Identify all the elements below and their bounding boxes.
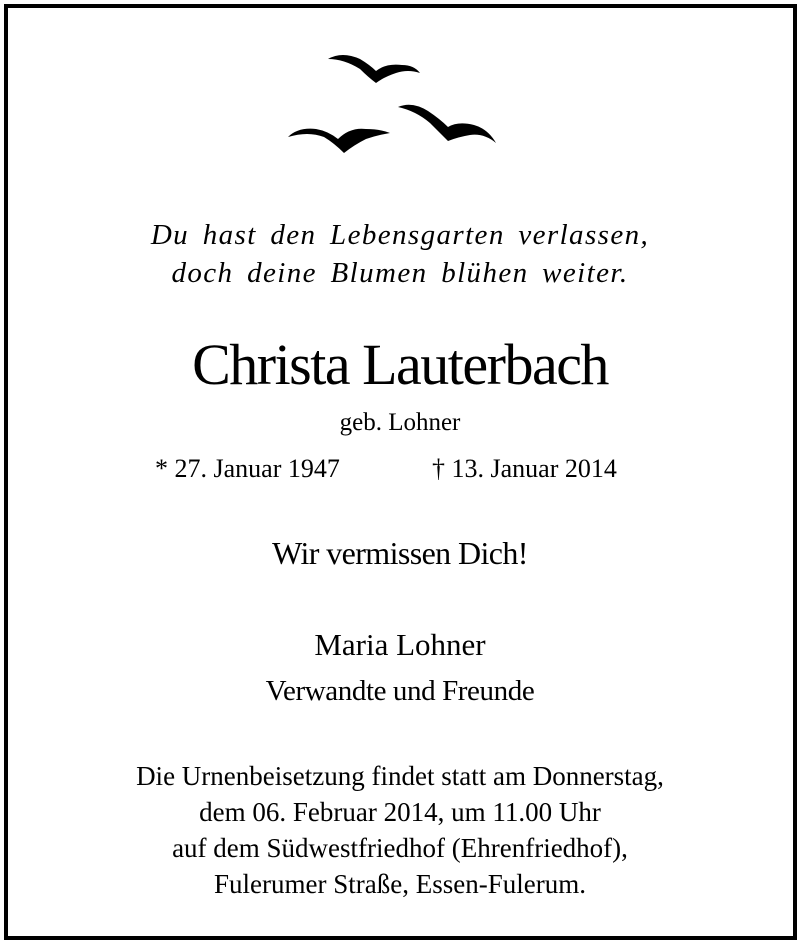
verse-line-1: Du hast den Lebensgarten verlassen, (150, 219, 650, 251)
verse-line-2: doch deine Blumen blühen weiter. (171, 257, 629, 289)
bird-icon (288, 129, 390, 153)
death-date: † 13. Januar 2014 (432, 454, 617, 483)
maiden-name: geb. Lohner (339, 409, 461, 436)
mourner-secondary: Verwandte und Freunde (265, 675, 535, 707)
bird-icon (398, 105, 496, 143)
flying-birds-icon (280, 45, 510, 160)
funeral-line-4: Fulerumer Straße, Essen-Fulerum. (214, 869, 586, 899)
bird-icon (328, 55, 420, 83)
funeral-line-3: auf dem Südwestfriedhof (Ehrenfriedhof), (172, 833, 628, 863)
birth-date: * 27. Januar 1947 (155, 454, 340, 483)
mourner-primary: Maria Lohner (314, 627, 486, 662)
deceased-name: Christa Lauterbach (192, 332, 608, 397)
funeral-line-2: dem 06. Februar 2014, um 11.00 Uhr (199, 797, 601, 827)
funeral-line-1: Die Urnenbeisetzung findet statt am Donnerstag, (136, 761, 664, 791)
farewell-message: Wir vermissen Dich! (272, 535, 528, 571)
